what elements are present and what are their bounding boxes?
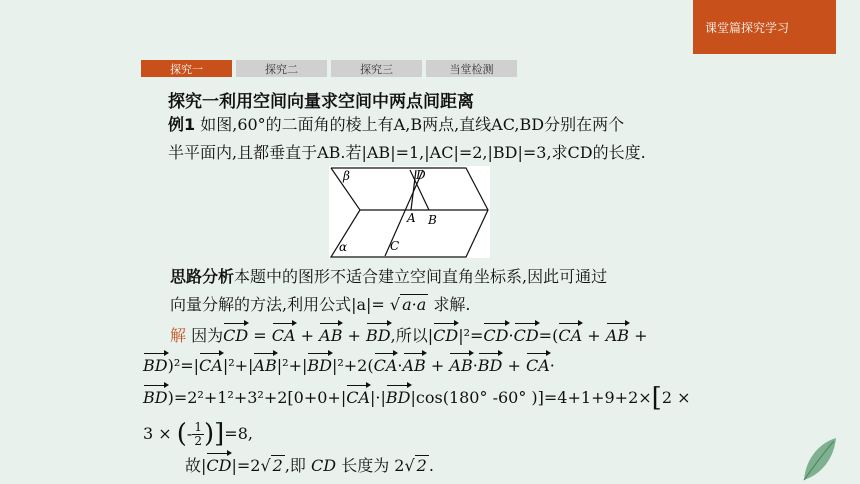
solution-label: 解: [170, 326, 187, 345]
label-beta: β: [343, 169, 350, 183]
analysis-text-1: 本题中的图形不适合建立空间直角坐标系,因此可通过: [234, 267, 608, 286]
analysis-line-1: [170, 263, 607, 291]
analysis-text-3: 求解.: [433, 295, 471, 314]
example-line-2: 半平面内,且都垂直于AB.若|AB|=1,|AC|=2,|BD|=3,求CD的长度.: [168, 143, 646, 162]
solution-line-2: BD)²=|CA|²+|AB|²+|BD|²+2(CA·AB + AB·BD + CA·: [143, 352, 555, 380]
leaf-decoration-icon: [800, 436, 840, 484]
analysis-line-2: 向量分解的方法,利用公式|a|= √ a·a 求解.: [170, 295, 471, 314]
label-alpha: α: [339, 240, 348, 254]
dihedral-angle-figure: [329, 166, 490, 258]
label-a: A: [407, 211, 416, 225]
solution-text-1: 因为CD = CA + AB + BD,所以|CD|²=CD·CD=(CA + AB +: [191, 326, 647, 345]
solution-line-5: 故|CD|=2√ 2 ,即 CD 长度为 2√ 2 .: [185, 452, 434, 480]
analysis-label: 思路分析: [170, 267, 235, 286]
example-text-1: 如图,60°的二面角的棱上有A,B两点,直线AC,BD分别在两个: [200, 115, 625, 134]
label-d: D: [416, 168, 426, 182]
tab-bar: [141, 60, 517, 77]
tab-explore-1[interactable]: 探究一: [141, 60, 232, 77]
label-b: B: [428, 213, 437, 227]
label-c: C: [390, 239, 400, 253]
tab-explore-3[interactable]: 探究三: [331, 60, 422, 77]
solution-line-3: BD)=2²+1²+3²+2[0+0+|CA|·|BD|cos(180° -60° )]=4+1+9+2×[2 ×: [143, 383, 691, 413]
tab-class-test[interactable]: 当堂检测: [426, 60, 517, 77]
example-line-1: [168, 111, 624, 139]
sqrt-a-dot-a: a·a: [402, 295, 427, 314]
analysis-text-2: 向量分解的方法,利用公式|a|=: [170, 295, 385, 314]
example-label: 例1: [168, 115, 196, 134]
section-heading: 探究一利用空间向量求空间中两点间距离: [168, 92, 474, 112]
brand-label: 课堂篇探究学习: [705, 20, 790, 35]
section-brand-tab: [693, 0, 836, 54]
solution-line-4: 3 × (- $\frac{1}{2}$ )]=8,: [143, 419, 253, 449]
solution-line-1: [170, 322, 648, 350]
tab-explore-2[interactable]: 探究二: [236, 60, 327, 77]
